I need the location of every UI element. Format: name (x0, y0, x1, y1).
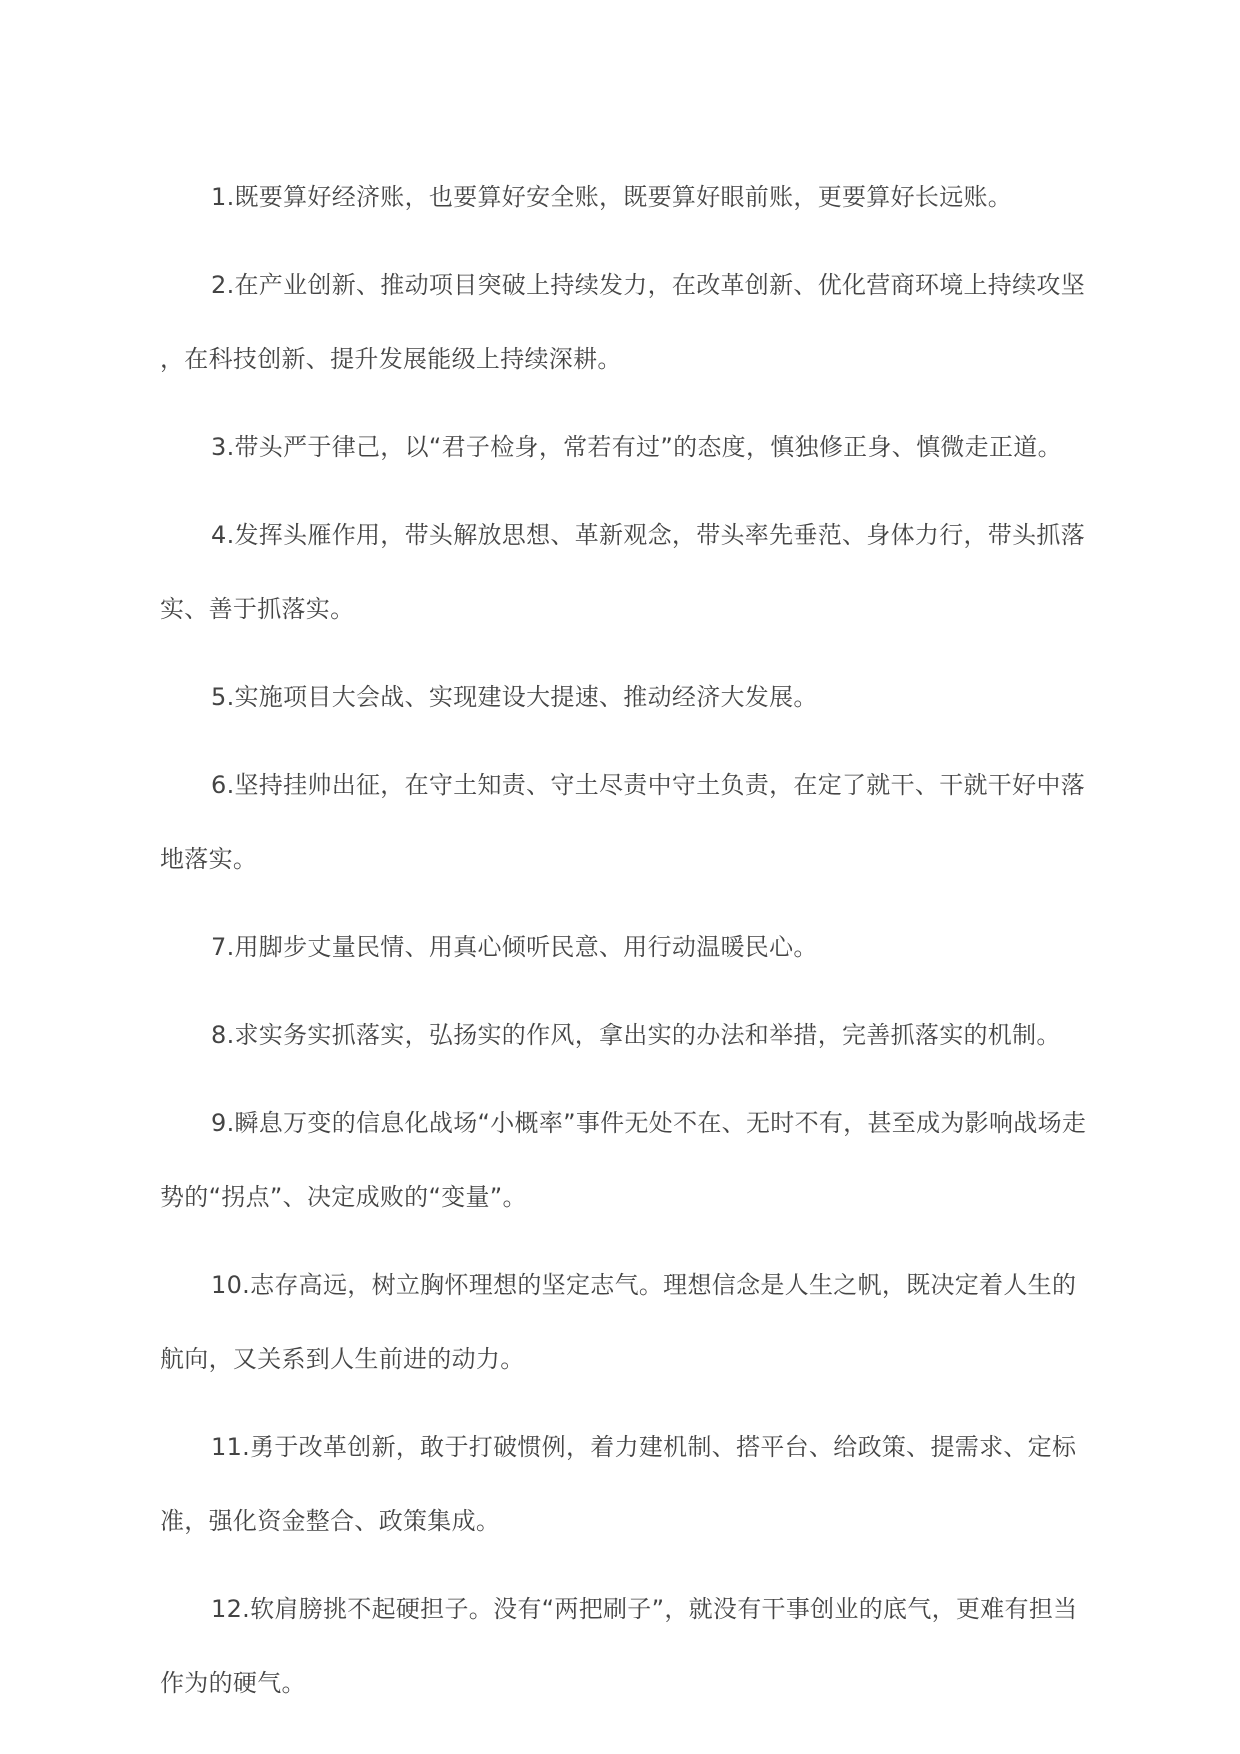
paragraph-12: 12.软肩膀挑不起硬担子。没有“两把刷子”，就没有干事创业的底气，更难有担当作为的硬气。 (160, 1595, 1078, 1697)
paragraph-4: 4.发挥头雁作用，带头解放思想、革新观念，带头率先垂范、身体力行，带头抓落实、善于抓落实。 (160, 521, 1085, 623)
paragraph-3: 3.带头严于律己，以“君子检身，常若有过”的态度，慎独修正身、慎微走正道。 (211, 433, 1062, 461)
paragraph-9: 9.瞬息万变的信息化战场“小概率”事件无处不在、无时不有，甚至成为影响战场走势的“拐点”、决定成败的“变量”。 (160, 1109, 1087, 1211)
paragraph-10: 10.志存高远，树立胸怀理想的坚定志气。理想信念是人生之帆，既决定着人生的航向，又关系到人生前进的动力。 (160, 1271, 1077, 1373)
paragraph-6: 6.坚持挂帅出征，在守土知责、守土尽责中守土负责，在定了就干、干就干好中落地落实。 (160, 771, 1085, 873)
paragraph-7: 7.用脚步丈量民情、用真心倾听民意、用行动温暖民心。 (211, 933, 818, 961)
document-body (160, 160, 1092, 1734)
paragraph-2: 2.在产业创新、推动项目突破上持续发力，在改革创新、优化营商环境上持续攻坚，在科技创新、提升发展能级上持续深耕。 (160, 271, 1085, 373)
paragraph-11: 11.勇于改革创新，敢于打破惯例，着力建机制、搭平台、给政策、提需求、定标准，强化资金整合、政策集成。 (160, 1433, 1077, 1535)
paragraph-1: 1.既要算好经济账，也要算好安全账，既要算好眼前账，更要算好长远账。 (211, 183, 1013, 211)
paragraph-8: 8.求实务实抓落实，弘扬实的作风，拿出实的办法和举措，完善抓落实的机制。 (211, 1021, 1061, 1049)
paragraph-5: 5.实施项目大会战、实现建设大提速、推动经济大发展。 (211, 683, 818, 711)
